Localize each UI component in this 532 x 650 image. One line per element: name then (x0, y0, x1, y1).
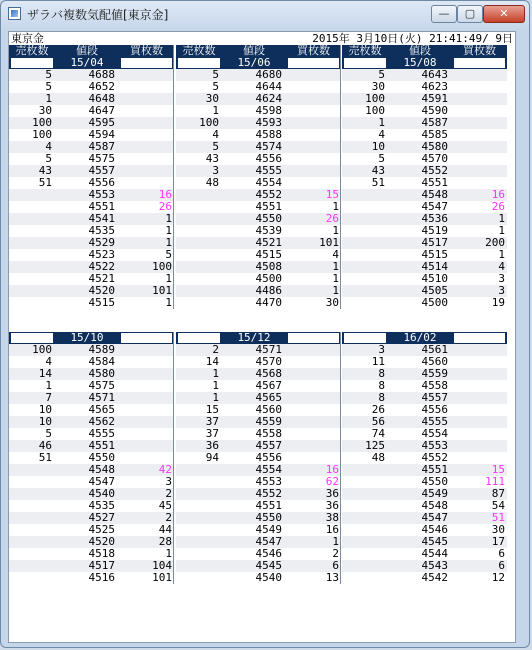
price-header: 値段 (243, 44, 265, 57)
minimize-button[interactable]: — (431, 5, 457, 23)
price: 4559 (421, 367, 448, 380)
sell-qty: 4 (212, 128, 219, 141)
buy-qty: 12 (491, 571, 505, 584)
sell-qty: 5 (45, 68, 52, 81)
buy-qty: 4 (332, 248, 339, 261)
price: 4595 (88, 116, 115, 129)
price: 4542 (421, 571, 448, 584)
quote-panel (176, 45, 341, 309)
price: 4556 (255, 451, 282, 464)
price: 4545 (255, 559, 282, 572)
price: 4543 (421, 559, 448, 572)
sell-qty: 11 (371, 355, 385, 368)
contract-buy-box (454, 333, 505, 343)
price: 4546 (255, 547, 282, 560)
sell-qty: 56 (371, 415, 385, 428)
sell-qty: 5 (45, 427, 52, 440)
quote-panel (342, 332, 507, 584)
buy-qty: 111 (485, 475, 505, 488)
price: 4560 (255, 403, 282, 416)
sell-qty: 15 (205, 403, 219, 416)
price: 4556 (255, 152, 282, 165)
price: 4550 (88, 451, 115, 464)
price: 4520 (88, 535, 115, 548)
price: 4529 (88, 236, 115, 249)
price: 4558 (255, 427, 282, 440)
price: 4546 (421, 523, 448, 536)
quote-rows (342, 69, 507, 309)
price: 4535 (88, 499, 115, 512)
buy-qty: 30 (491, 523, 505, 536)
price: 4580 (88, 367, 115, 380)
price: 4593 (255, 116, 282, 129)
price: 4680 (255, 68, 282, 81)
price: 4540 (255, 571, 282, 584)
price: 4561 (421, 343, 448, 356)
maximize-button[interactable]: ▢ (457, 5, 483, 23)
price: 4505 (421, 284, 448, 297)
quote-rows (342, 344, 507, 584)
price: 4568 (255, 367, 282, 380)
contract-month: 15/08 (403, 56, 437, 69)
sell-qty: 30 (371, 80, 385, 93)
sell-qty: 8 (378, 391, 385, 404)
price: 4540 (88, 487, 115, 500)
contract-sell-box (344, 58, 386, 68)
price: 4652 (88, 80, 115, 93)
price: 4590 (421, 104, 448, 117)
sell-qty: 51 (38, 451, 52, 464)
sell-qty: 100 (32, 343, 52, 356)
price: 4585 (421, 128, 448, 141)
price: 4515 (255, 248, 282, 261)
price: 4643 (421, 68, 448, 81)
contract-buy-box (288, 58, 339, 68)
contract-sell-box (344, 333, 386, 343)
sell-qty: 43 (371, 164, 385, 177)
price: 4551 (88, 200, 115, 213)
price: 4556 (421, 403, 448, 416)
sell-qty: 4 (45, 140, 52, 153)
price: 4508 (255, 260, 282, 273)
price: 4575 (88, 152, 115, 165)
sell-qty: 26 (371, 403, 385, 416)
buy-qty: 38 (325, 511, 339, 524)
buy-qty: 15 (325, 188, 339, 201)
quote-rows (176, 69, 340, 309)
price: 4555 (255, 164, 282, 177)
price: 4598 (255, 104, 282, 117)
buy-qty: 100 (152, 260, 172, 273)
buy-qty: 16 (325, 463, 339, 476)
price: 4548 (421, 188, 448, 201)
sell-qty: 5 (212, 80, 219, 93)
quote-rows (9, 69, 173, 309)
sell-qty: 7 (45, 391, 52, 404)
sell-qty: 37 (205, 415, 219, 428)
sell-qty: 30 (205, 92, 219, 105)
price: 4549 (421, 487, 448, 500)
buy-qty: 45 (158, 499, 172, 512)
buy-header: 買枚数 (463, 44, 496, 57)
price: 4553 (421, 439, 448, 452)
buy-qty: 3 (165, 475, 172, 488)
price: 4557 (255, 439, 282, 452)
price: 4516 (88, 571, 115, 584)
price: 4517 (421, 236, 448, 249)
buy-qty: 1 (498, 224, 505, 237)
sell-qty: 4 (378, 128, 385, 141)
price: 4560 (421, 355, 448, 368)
sell-qty: 14 (205, 355, 219, 368)
price: 4571 (88, 391, 115, 404)
price: 4551 (421, 176, 448, 189)
price: 4559 (255, 415, 282, 428)
buy-qty: 1 (165, 236, 172, 249)
sell-header: 売枚数 (348, 44, 382, 57)
quote-row[interactable] (176, 572, 340, 584)
contract-month: 15/06 (237, 56, 271, 69)
buy-qty: 1 (165, 212, 172, 225)
contract-buy-box (454, 58, 505, 68)
sell-qty: 43 (205, 152, 219, 165)
sell-qty: 94 (205, 451, 219, 464)
price: 4515 (421, 248, 448, 261)
price: 4510 (421, 272, 448, 285)
sell-qty: 5 (378, 68, 385, 81)
sell-qty: 48 (371, 451, 385, 464)
price-header: 値段 (409, 44, 431, 57)
sell-qty: 1 (45, 92, 52, 105)
buy-qty: 54 (491, 499, 505, 512)
price: 4551 (255, 200, 282, 213)
sell-qty: 74 (371, 427, 385, 440)
buy-qty: 16 (491, 188, 505, 201)
buy-qty: 3 (498, 272, 505, 285)
quote-row[interactable] (342, 297, 507, 309)
sell-qty: 43 (38, 164, 52, 177)
buy-qty: 26 (158, 200, 172, 213)
quote-panel (9, 332, 174, 584)
price: 4548 (88, 463, 115, 476)
price: 4551 (88, 439, 115, 452)
price: 4688 (88, 68, 115, 81)
price: 4552 (255, 188, 282, 201)
contract-buy-box (121, 333, 172, 343)
sell-qty: 3 (378, 343, 385, 356)
price: 4575 (88, 379, 115, 392)
buy-qty: 26 (325, 212, 339, 225)
buy-qty: 30 (325, 296, 339, 309)
buy-header: 買枚数 (297, 44, 330, 57)
quote-row[interactable] (9, 572, 173, 584)
price: 4536 (421, 212, 448, 225)
sell-qty: 5 (45, 80, 52, 93)
price: 4515 (88, 296, 115, 309)
buy-qty: 87 (491, 487, 505, 500)
buy-qty: 28 (158, 535, 172, 548)
sell-qty: 1 (212, 367, 219, 380)
sell-header: 売枚数 (15, 44, 49, 57)
app-icon[interactable] (8, 7, 21, 20)
price: 4553 (88, 188, 115, 201)
contract-buy-box (288, 333, 339, 343)
buy-qty: 1 (165, 272, 172, 285)
price: 4555 (88, 427, 115, 440)
sell-qty: 4 (45, 355, 52, 368)
price: 4500 (421, 296, 448, 309)
buy-qty: 4 (498, 260, 505, 273)
buy-qty: 6 (498, 559, 505, 572)
price: 4550 (255, 212, 282, 225)
sell-qty: 30 (38, 104, 52, 117)
price-header: 値段 (76, 44, 98, 57)
exchange-label: 東京金 (11, 32, 44, 45)
buy-qty: 15 (491, 463, 505, 476)
buy-qty: 3 (498, 284, 505, 297)
price: 4584 (88, 355, 115, 368)
quote-rows (176, 344, 340, 584)
buy-qty: 1 (498, 248, 505, 261)
sell-qty: 36 (205, 439, 219, 452)
price: 4544 (421, 547, 448, 560)
price: 4552 (421, 164, 448, 177)
sell-qty: 100 (365, 104, 385, 117)
close-button[interactable]: ✕ (483, 5, 525, 23)
title-bar[interactable] (1, 1, 529, 27)
price: 4520 (88, 284, 115, 297)
price: 4557 (88, 164, 115, 177)
buy-qty: 44 (158, 523, 172, 536)
sell-qty: 46 (38, 439, 52, 452)
quote-row[interactable] (9, 297, 173, 309)
quote-panel (342, 45, 507, 309)
price: 4588 (255, 128, 282, 141)
price: 4550 (421, 475, 448, 488)
buy-qty: 2 (332, 547, 339, 560)
buy-qty: 101 (152, 571, 172, 584)
quote-rows (9, 344, 173, 584)
buy-qty: 101 (152, 284, 172, 297)
buy-qty: 1 (332, 260, 339, 273)
buy-qty: 62 (325, 475, 339, 488)
sell-qty: 51 (371, 176, 385, 189)
price: 4500 (255, 272, 282, 285)
buy-qty: 1 (165, 224, 172, 237)
price: 4521 (88, 272, 115, 285)
price: 4527 (88, 511, 115, 524)
sell-qty: 5 (45, 152, 52, 165)
price: 4552 (421, 451, 448, 464)
price: 4647 (88, 104, 115, 117)
buy-qty: 2 (165, 511, 172, 524)
buy-qty: 1 (332, 535, 339, 548)
price: 4574 (255, 140, 282, 153)
price: 4580 (421, 140, 448, 153)
contract-month: 16/02 (403, 331, 437, 344)
buy-qty: 17 (491, 535, 505, 548)
sell-header: 売枚数 (182, 44, 216, 57)
buy-qty: 1 (332, 284, 339, 297)
price: 4535 (88, 224, 115, 237)
sell-qty: 100 (365, 92, 385, 105)
price: 4552 (255, 487, 282, 500)
price: 4547 (421, 200, 448, 213)
price: 4558 (421, 379, 448, 392)
buy-qty: 6 (332, 559, 339, 572)
contract-month: 15/12 (237, 331, 271, 344)
quote-row[interactable] (342, 572, 507, 584)
price: 4624 (255, 92, 282, 105)
price: 4557 (421, 391, 448, 404)
buy-header: 買枚数 (130, 44, 163, 57)
price: 4522 (88, 260, 115, 273)
sell-qty: 5 (378, 152, 385, 165)
buy-qty: 51 (491, 511, 505, 524)
sell-qty: 2 (212, 343, 219, 356)
sell-qty: 14 (38, 367, 52, 380)
sell-qty: 10 (371, 140, 385, 153)
price: 4545 (421, 535, 448, 548)
price: 4541 (88, 212, 115, 225)
price: 4570 (421, 152, 448, 165)
buy-qty: 2 (165, 487, 172, 500)
price: 4571 (255, 343, 282, 356)
sell-qty: 3 (212, 164, 219, 177)
price: 4587 (421, 116, 448, 129)
price: 4548 (421, 499, 448, 512)
price: 4486 (255, 284, 282, 297)
price: 4648 (88, 92, 115, 105)
sell-qty: 125 (365, 439, 385, 452)
buy-qty: 1 (332, 272, 339, 285)
price: 4523 (88, 248, 115, 261)
price: 4547 (88, 475, 115, 488)
buy-qty: 26 (491, 200, 505, 213)
contract-month: 15/10 (70, 331, 104, 344)
sell-qty: 10 (38, 415, 52, 428)
buy-qty: 5 (165, 248, 172, 261)
sell-qty: 100 (32, 116, 52, 129)
buy-qty: 1 (332, 224, 339, 237)
sell-qty: 37 (205, 427, 219, 440)
price: 4551 (255, 499, 282, 512)
quote-row[interactable] (176, 297, 340, 309)
buy-qty: 104 (152, 559, 172, 572)
price: 4591 (421, 92, 448, 105)
contract-sell-box (178, 58, 220, 68)
price: 4514 (421, 260, 448, 273)
buy-qty: 1 (165, 296, 172, 309)
sell-qty: 51 (38, 176, 52, 189)
buy-qty: 6 (498, 547, 505, 560)
price: 4547 (255, 535, 282, 548)
sell-qty: 48 (205, 176, 219, 189)
contract-sell-box (11, 333, 53, 343)
buy-qty: 36 (325, 487, 339, 500)
price: 4517 (88, 559, 115, 572)
price: 4551 (421, 463, 448, 476)
sell-qty: 5 (212, 68, 219, 81)
price: 4550 (255, 511, 282, 524)
price: 4553 (255, 475, 282, 488)
price: 4519 (421, 224, 448, 237)
buy-qty: 1 (165, 547, 172, 560)
price: 4589 (88, 343, 115, 356)
buy-qty: 42 (158, 463, 172, 476)
contract-month: 15/04 (70, 56, 104, 69)
price: 4567 (255, 379, 282, 392)
price: 4565 (88, 403, 115, 416)
price: 4565 (255, 391, 282, 404)
buy-qty: 16 (158, 188, 172, 201)
price: 4587 (88, 140, 115, 153)
price: 4554 (255, 463, 282, 476)
sell-qty: 8 (378, 367, 385, 380)
price: 4521 (255, 236, 282, 249)
buy-qty: 200 (485, 236, 505, 249)
price: 4554 (421, 427, 448, 440)
price: 4539 (255, 224, 282, 237)
quote-panel (176, 332, 341, 584)
contract-sell-box (178, 333, 220, 343)
price: 4554 (255, 176, 282, 189)
quote-board (8, 31, 516, 643)
sell-qty: 1 (45, 379, 52, 392)
contract-sell-box (11, 58, 53, 68)
price: 4518 (88, 547, 115, 560)
buy-qty: 1 (498, 212, 505, 225)
price: 4547 (421, 511, 448, 524)
price: 4562 (88, 415, 115, 428)
sell-qty: 1 (378, 116, 385, 129)
quote-panel (9, 45, 174, 309)
contract-buy-box (121, 58, 172, 68)
price: 4555 (421, 415, 448, 428)
price: 4594 (88, 128, 115, 141)
price: 4570 (255, 355, 282, 368)
sell-qty: 1 (212, 391, 219, 404)
price: 4525 (88, 523, 115, 536)
buy-qty: 36 (325, 499, 339, 512)
datetime-label: 2015年 3月10日(火) 21:41:49/ 9日 (312, 32, 513, 45)
price: 4549 (255, 523, 282, 536)
buy-qty: 1 (332, 200, 339, 213)
window-title: ザラバ複数気配値[東京金] (27, 8, 169, 22)
sell-qty: 1 (212, 379, 219, 392)
buy-qty: 16 (325, 523, 339, 536)
sell-qty: 5 (212, 140, 219, 153)
price: 4470 (255, 296, 282, 309)
sell-qty: 10 (38, 403, 52, 416)
price: 4623 (421, 80, 448, 93)
sell-qty: 8 (378, 379, 385, 392)
price: 4556 (88, 176, 115, 189)
sell-qty: 1 (212, 104, 219, 117)
sell-qty: 100 (199, 116, 219, 129)
buy-qty: 19 (491, 296, 505, 309)
price: 4644 (255, 80, 282, 93)
sell-qty: 100 (32, 128, 52, 141)
buy-qty: 101 (319, 236, 339, 249)
buy-qty: 13 (325, 571, 339, 584)
